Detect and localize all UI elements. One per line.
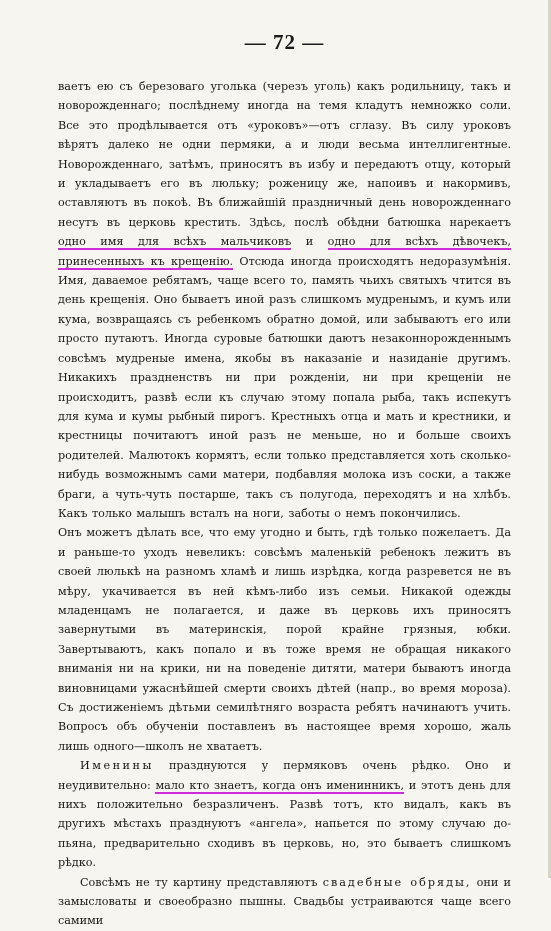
paragraph-1-text-a: ваетъ ею съ березоваго уголька (черезъ уголь) какъ родильницу, такъ и новорожденнаго; послѣднему иногда на темя кладутъ немножко соли. Все это продѣлывается отъ «уроковъ»—отъ сглазу. Въ силу уроковъ вѣрятъ далеко не одни пермяки, а и люди весьма интеллигентные. Новорожденнаго, затѣмъ, приносятъ въ избу и передаютъ отцу, который и укладываетъ его въ люльку; роженицу же, напоивъ и накормивъ, оставляютъ въ покоѣ. Въ ближайшій праздничный день новорожденнаго несутъ въ церковь крестить. Здѣсь, послѣ обѣдни батюшка нарекаетъ — [58, 80, 511, 229]
paragraph-3-text-a: празднуются у пермяковъ очень рѣдко. Оно и неудивительно: — [58, 759, 511, 792]
paragraph-4-text-a: Совсѣмъ не ту картину представляютъ — [80, 875, 323, 889]
underline-girls-name: одно для всѣхъ дѣвочекъ, принесенныхъ къ крещенію. — [58, 235, 511, 268]
paragraph-1 — [58, 77, 511, 523]
page-body — [58, 77, 511, 931]
paragraph-4 — [58, 873, 511, 931]
paragraph-2: Онъ можетъ дѣлать все, что ему угодно и быть, гдѣ только пожелаетъ. Да и раньше-то уходъ невеликъ: совсѣмъ маленькій ребенокъ лежитъ въ своей люлькѣ на разномъ хламѣ и лишь изрѣдка, когда разревется не въ мѣру, укачивается въ ней кѣмъ-либо изъ семьи. Никакой одежды младенцамъ не полагается, и даже въ церковь ихъ приносятъ завернутыми въ материнскія, порой крайне грязныя, юбки. Завертываютъ, какъ попало и въ тоже время не обращая никакого вниманія ни на крики, ни на поведеніе дитяти, матери бываютъ иногда виновницами ужаснѣйшей смерти своихъ дѣтей (напр., во время мороза). Съ достиженіемъ дѣтьми семилѣтняго возраста ребятъ начинаютъ учить. Вопросъ объ обученіи поставленъ въ настоящее время хорошо, жаль лишь одного—школъ не хватаетъ. — [58, 526, 511, 753]
page-number: — 72 — — [244, 30, 325, 54]
paragraph-1-text-c: Отсюда иногда происходятъ недоразумѣнія. Имя, даваемое ребятамъ, чаще всего то, память чьихъ святыхъ чтится въ день крещенія. Оно бываетъ иной разъ слишкомъ мудренымъ, и кумъ или кума, возвращаясь съ ребенкомъ обратно домой, или забываютъ его или просто путаютъ. Иногда суровые батюшки даютъ незаконнорожденнымъ совсѣмъ мудреные имена, якобы въ наказаніе и назиданіе другимъ. Никакихъ праздненствъ ни при рожденіи, ни при крещеніи не происходитъ, развѣ если къ случаю этому попала рыба, такъ испекутъ для кума и кумы рыбный пирогъ. Крестныхъ отца и мать и крестники, и крестницы почитаютъ иной разъ не меньше, но и больше своихъ родителей. Малютокъ кормятъ, если только представляется хоть сколько-нибудь возможнымъ сами матери, подбавляя молока изъ соски, а также браги, а чуть-чуть постарше, такъ съ полугода, переходятъ и на хлѣбъ. Какъ только малышъ всталъ на ноги, заботы о немъ покончились. — [58, 254, 511, 520]
spaced-word-wedding-rites: свадебные обряды, — [322, 875, 472, 889]
paragraph-1-text-b: и — [291, 235, 328, 249]
paragraph-3-text-b: и этотъ день для нихъ положительно безразличенъ. Развѣ тотъ, кто видалъ, какъ въ другихъ мѣстахъ празднуютъ «ангела», напьется по этому случаю до-пьяна, предварительно сходивъ въ церковь, но, это бываетъ слишкомъ рѣдко. — [58, 778, 511, 870]
paragraph-3 — [58, 756, 511, 872]
underline-boys-name: одно имя для всѣхъ мальчиковъ — [58, 235, 292, 249]
underline-name-day: мало кто знаетъ, когда онъ именинникъ, — [155, 778, 405, 792]
spaced-word-imeniny: Именины — [80, 759, 154, 773]
paragraph-4-text-b: они и замысловаты и своеобразно пышны. Свадьбы устраиваются чаще всего самими — [58, 875, 512, 928]
